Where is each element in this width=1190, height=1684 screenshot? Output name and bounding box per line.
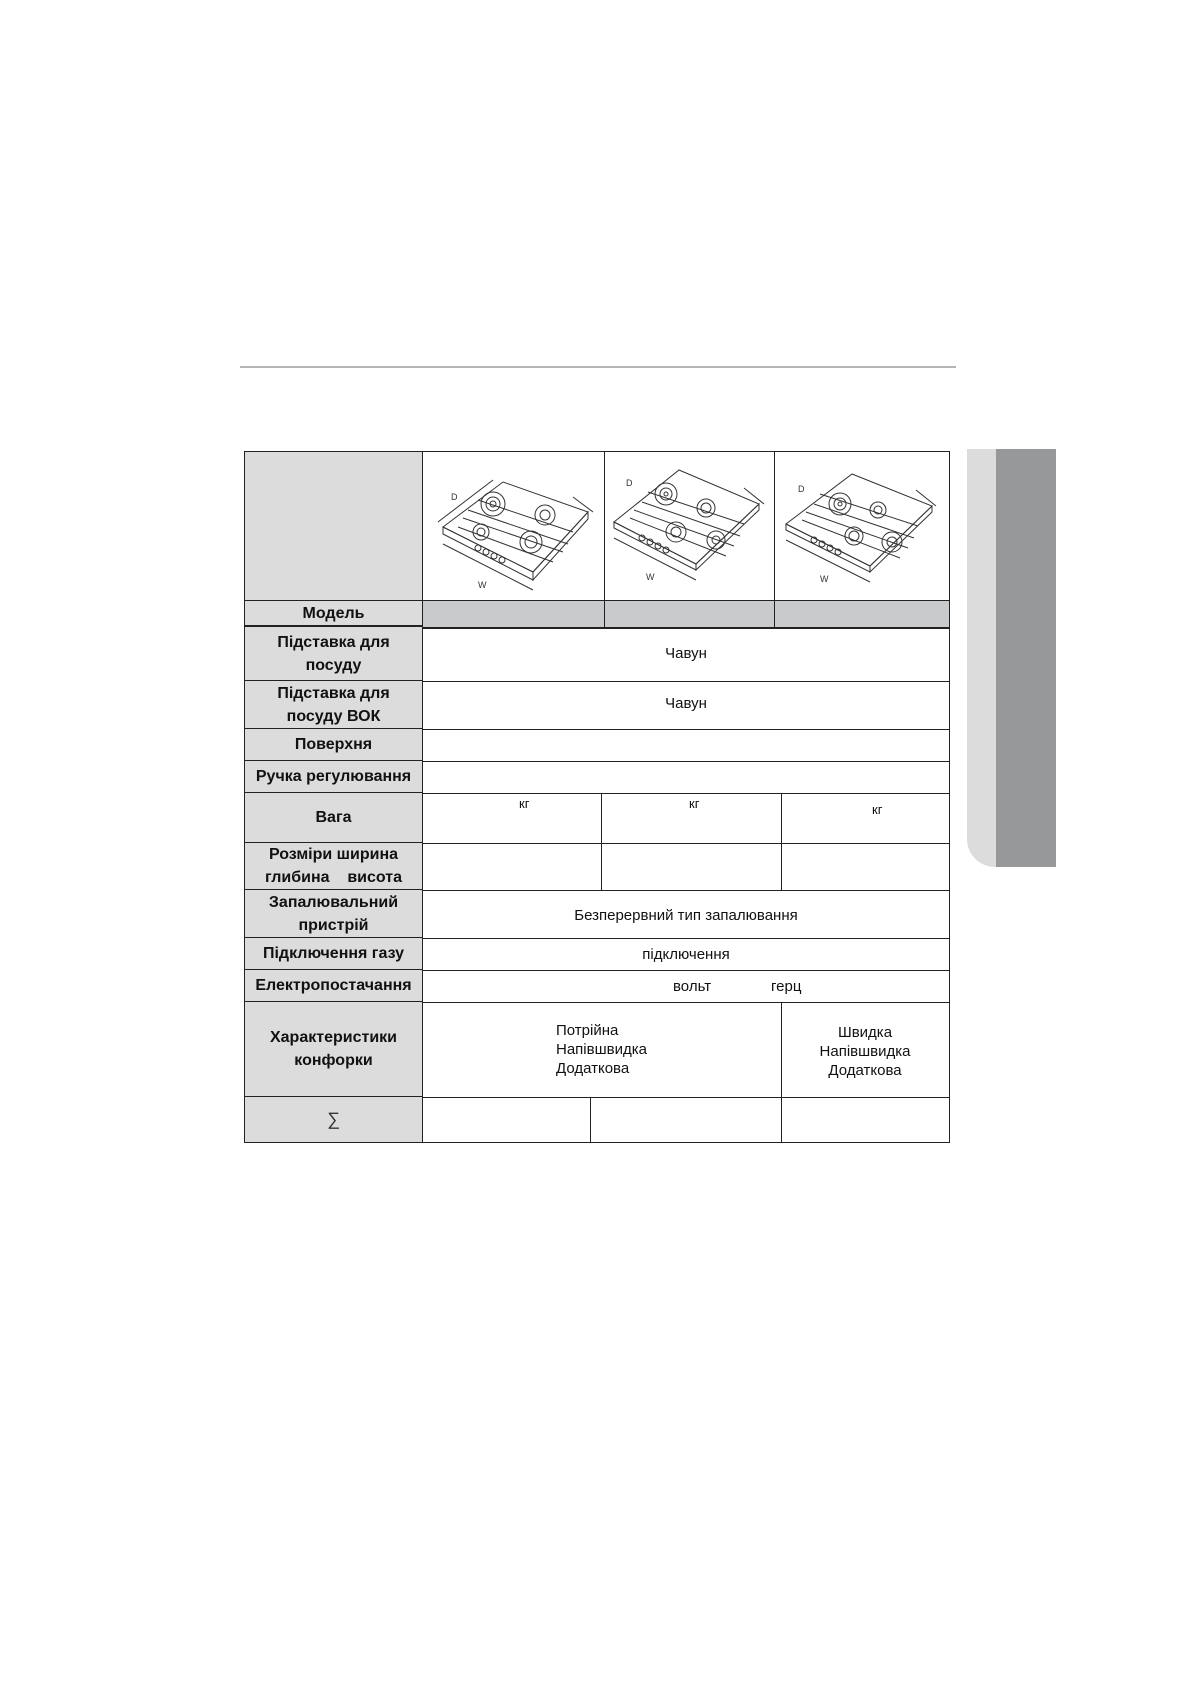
row-label-sum: ∑ <box>245 1097 423 1142</box>
power-hertz-value: герц <box>771 978 802 995</box>
row-label-burners: Характеристики конфорки <box>245 1002 423 1097</box>
grid-line <box>590 1097 591 1142</box>
weight-unit-1: кг <box>519 796 530 811</box>
grid-line <box>423 761 949 762</box>
grid-line <box>423 627 949 629</box>
row-label-power-supply: Електропостачання <box>245 970 423 1002</box>
row-label-wok-support: Підставка для посуду ВОК <box>245 681 423 729</box>
gas-hob-drawing-2 <box>604 452 774 601</box>
product-image-1 <box>423 452 604 601</box>
row-label-gas-connection: Підключення газу <box>245 938 423 970</box>
grid-line <box>423 793 949 794</box>
product-image-2 <box>604 452 774 601</box>
list-item: Потрійна <box>556 1022 619 1039</box>
grid-line <box>423 1097 949 1098</box>
grid-line <box>423 890 949 891</box>
row-label-control-knob: Ручка регулювання <box>245 761 423 793</box>
grid-line <box>423 600 949 601</box>
weight-unit-2: кг <box>689 796 700 811</box>
row-label-ignition: Запалювальний пристрій <box>245 890 423 938</box>
model-cell-1 <box>423 601 604 627</box>
side-tab-dark <box>996 449 1056 867</box>
pan-support-value: Чавун <box>665 645 707 662</box>
burners-left-list <box>556 1021 647 1078</box>
grid-line <box>423 843 949 844</box>
grid-line <box>423 681 949 682</box>
row-label-surface: Поверхня <box>245 729 423 761</box>
row-label-weight: Вага <box>245 793 423 843</box>
list-item: Додаткова <box>556 1060 630 1077</box>
list-item: Напівшвидка <box>819 1043 911 1060</box>
power-volt-value: вольт <box>673 978 712 995</box>
row-label-dimensions: Розміри ширина глибина висота <box>245 843 423 890</box>
svg-text:D: D <box>451 492 458 502</box>
gas-connection-value: підключення <box>642 946 730 963</box>
grid-line <box>423 1002 949 1003</box>
grid-line <box>604 452 605 627</box>
wok-support-value: Чавун <box>665 695 707 712</box>
burners-right-list <box>781 1023 949 1080</box>
grid-line <box>423 970 949 971</box>
model-cell-3 <box>775 601 949 627</box>
grid-line <box>774 452 775 627</box>
svg-text:W: W <box>646 572 655 582</box>
header-corner <box>245 452 423 601</box>
row-label-model: Модель <box>245 601 423 627</box>
svg-text:D: D <box>626 478 633 488</box>
header-rule <box>240 366 956 368</box>
svg-text:W: W <box>820 574 829 584</box>
weight-unit-3: кг <box>872 802 883 817</box>
list-item: Швидка <box>837 1024 893 1041</box>
grid-line <box>423 729 949 730</box>
grid-line <box>781 793 782 890</box>
grid-line <box>601 793 602 890</box>
spec-table <box>244 451 950 1143</box>
list-item: Додаткова <box>828 1062 902 1079</box>
list-item: Напівшвидка <box>556 1041 647 1058</box>
ignition-value: Безперервний тип запалювання <box>574 907 798 924</box>
gas-hob-drawing-1 <box>423 452 604 601</box>
model-cell-2 <box>605 601 774 627</box>
product-image-3 <box>774 452 949 601</box>
grid-line <box>423 938 949 939</box>
row-label-pan-support: Підставка для посуду <box>245 627 423 681</box>
svg-text:D: D <box>798 484 805 494</box>
svg-text:W: W <box>478 580 487 590</box>
gas-hob-drawing-3 <box>774 452 949 601</box>
